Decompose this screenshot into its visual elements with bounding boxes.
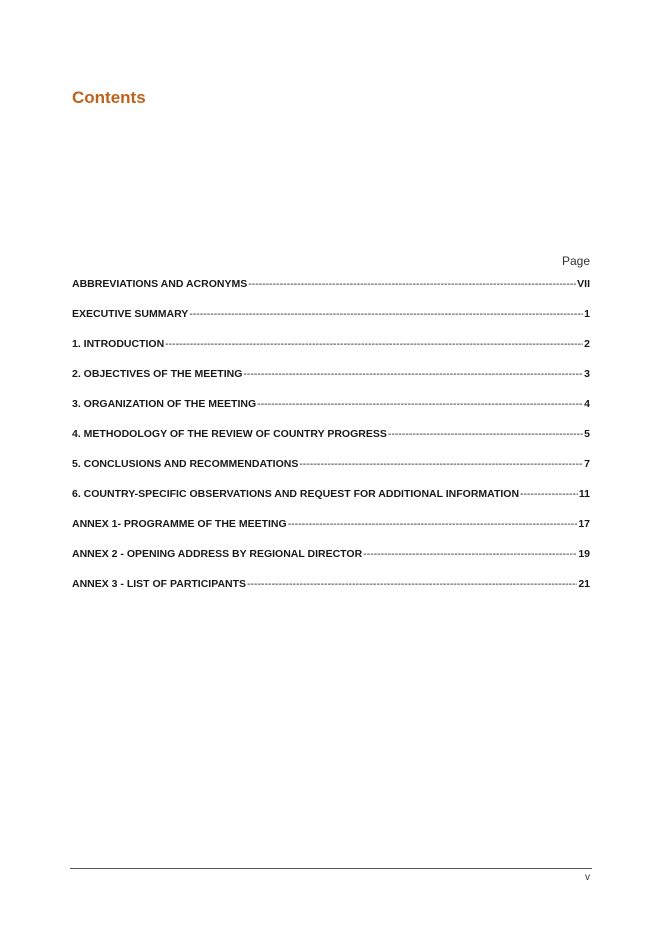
toc-dot-leader bbox=[299, 456, 583, 472]
toc-entry[interactable] bbox=[72, 366, 590, 396]
footer-divider bbox=[70, 868, 592, 869]
toc-entry-page: 5 bbox=[584, 428, 590, 440]
toc-entry-title: 4. METHODOLOGY OF THE REVIEW OF COUNTRY PROGRESS bbox=[72, 428, 387, 440]
toc-entry[interactable] bbox=[72, 336, 590, 366]
toc-dot-leader bbox=[189, 306, 583, 322]
toc-entry-title: 1. INTRODUCTION bbox=[72, 338, 165, 350]
footer-page-number: v bbox=[585, 872, 590, 883]
toc-entry[interactable] bbox=[72, 396, 590, 426]
toc-entry-page: 3 bbox=[584, 368, 590, 380]
toc-entry[interactable] bbox=[72, 456, 590, 486]
toc-dot-leader bbox=[243, 366, 583, 382]
toc-entry-title: 6. COUNTRY-SPECIFIC OBSERVATIONS AND REQUEST FOR ADDITIONAL INFORMATION bbox=[72, 488, 520, 500]
toc-entry[interactable] bbox=[72, 546, 590, 576]
toc-dot-leader bbox=[388, 426, 583, 442]
page-column-label: Page bbox=[561, 254, 590, 268]
toc-entry-page: 1 bbox=[584, 308, 590, 320]
toc-entry-title: 3. ORGANIZATION OF THE MEETING bbox=[72, 398, 257, 410]
toc-entry[interactable] bbox=[72, 516, 590, 546]
table-of-contents bbox=[72, 276, 590, 606]
toc-entry[interactable] bbox=[72, 426, 590, 456]
page-title: Contents bbox=[72, 88, 146, 107]
toc-entry-page: 11 bbox=[578, 488, 590, 500]
toc-entry-page: 19 bbox=[578, 548, 590, 560]
toc-entry[interactable] bbox=[72, 276, 590, 306]
toc-entry-title: EXECUTIVE SUMMARY bbox=[72, 308, 189, 320]
toc-entry[interactable] bbox=[72, 486, 590, 516]
toc-entry-page: 17 bbox=[578, 518, 590, 530]
toc-dot-leader bbox=[288, 516, 578, 532]
toc-entry-title: ABBREVIATIONS AND ACRONYMS bbox=[72, 278, 248, 290]
toc-entry-page: 2 bbox=[584, 338, 590, 350]
toc-dot-leader bbox=[257, 396, 583, 412]
toc-entry-page: VII bbox=[577, 278, 590, 290]
toc-dot-leader bbox=[165, 336, 583, 352]
toc-dot-leader bbox=[363, 546, 577, 562]
toc-entry[interactable] bbox=[72, 306, 590, 336]
toc-entry-page: 7 bbox=[584, 458, 590, 470]
toc-entry-title: 5. CONCLUSIONS AND RECOMMENDATIONS bbox=[72, 458, 299, 470]
toc-entry-title: 2. OBJECTIVES OF THE MEETING bbox=[72, 368, 243, 380]
toc-entry-title: ANNEX 2 - OPENING ADDRESS BY REGIONAL DIRECTOR bbox=[72, 548, 363, 560]
toc-entry[interactable] bbox=[72, 576, 590, 606]
toc-dot-leader bbox=[247, 576, 577, 592]
toc-entry-title: ANNEX 3 - LIST OF PARTICIPANTS bbox=[72, 578, 247, 590]
toc-dot-leader bbox=[248, 276, 576, 292]
toc-dot-leader bbox=[520, 486, 578, 502]
toc-entry-title: ANNEX 1- PROGRAMME OF THE MEETING bbox=[72, 518, 287, 530]
toc-entry-page: 21 bbox=[578, 578, 590, 590]
toc-entry-page: 4 bbox=[584, 398, 590, 410]
